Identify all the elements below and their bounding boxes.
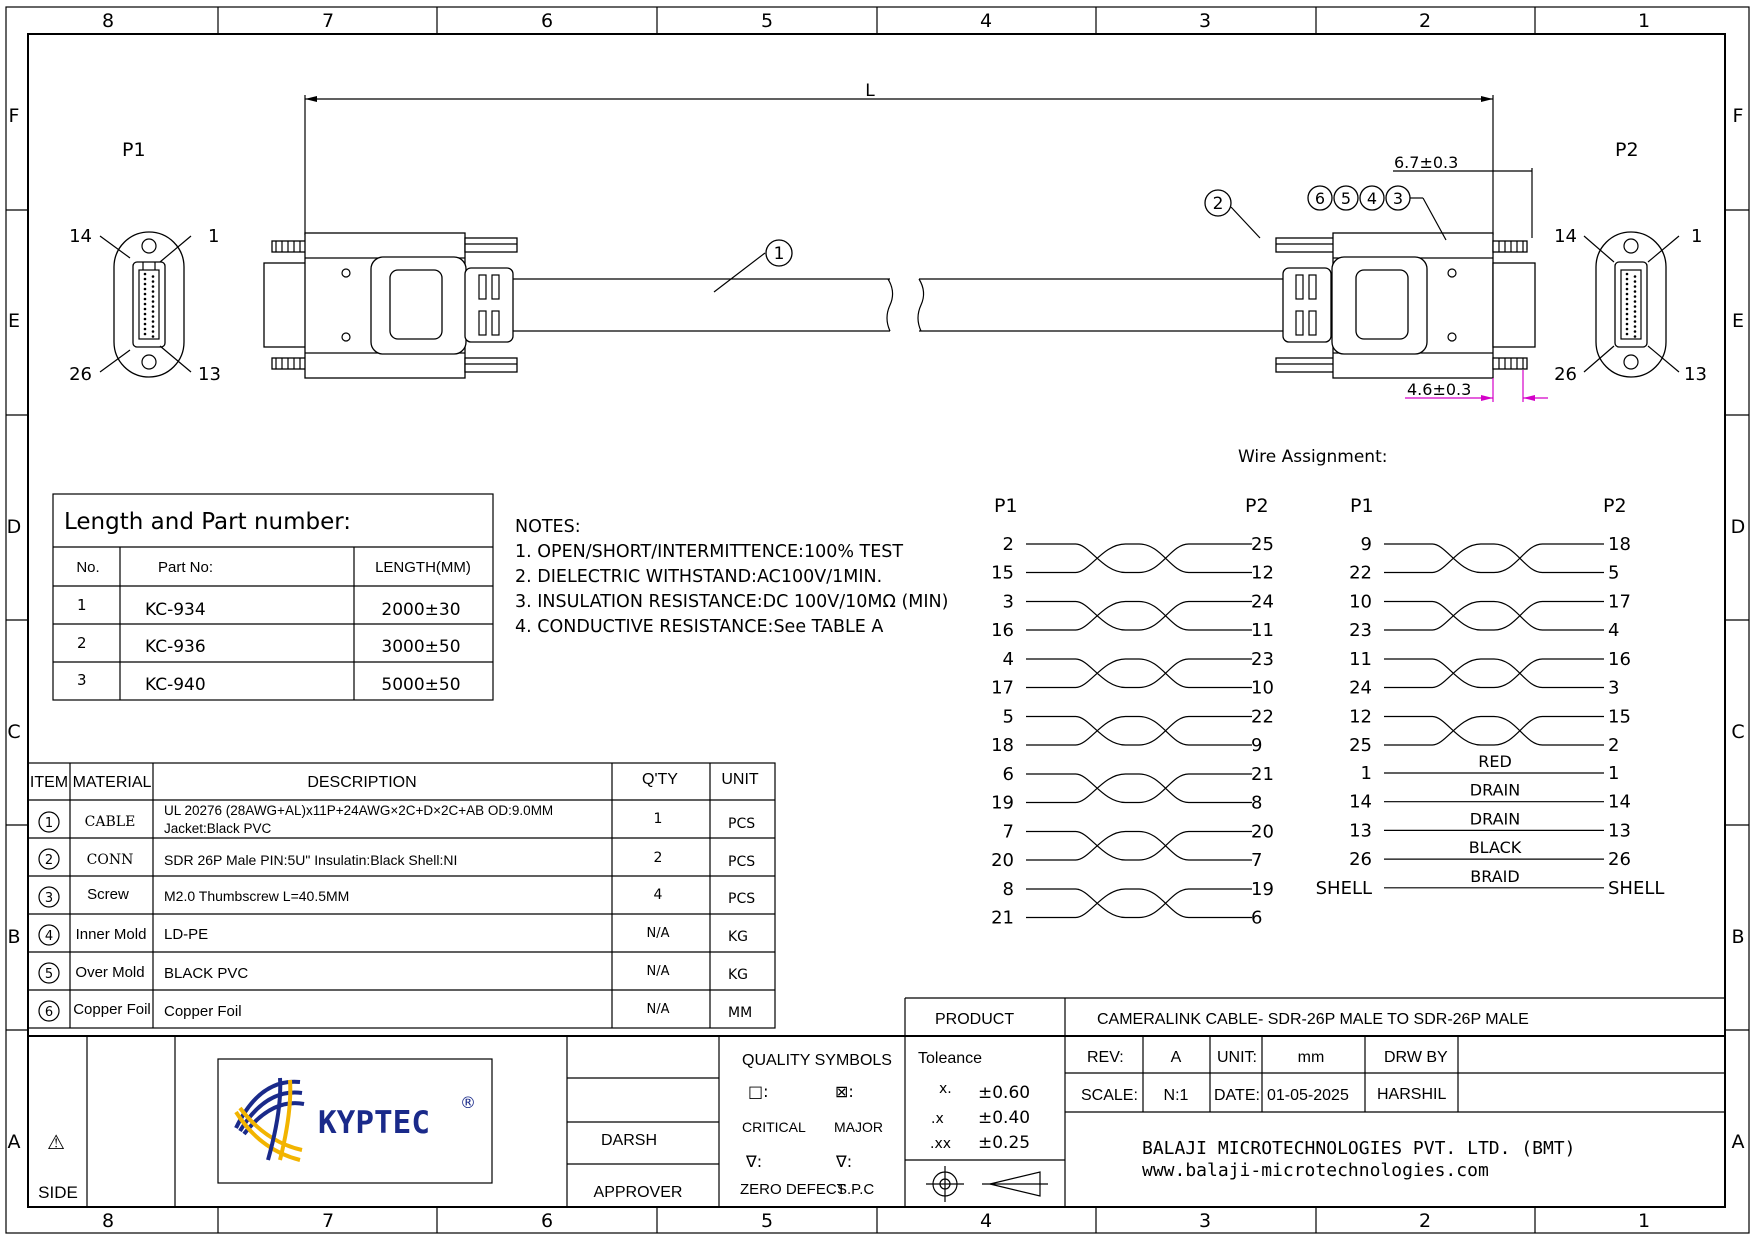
quality-title: QUALITY SYMBOLS [742,1052,892,1069]
drawn-by-name: DARSH [600,1132,658,1149]
zero-defect-label: ZERO DEFECT [740,1181,846,1198]
column-label-8-bottom: 8 [101,1210,115,1232]
column-label-3: 3 [1198,10,1212,32]
wire-color-label: DRAIN [1469,809,1521,829]
wire-right-p1-pin: 24 [1349,677,1372,699]
right-connector [1276,233,1535,378]
row-label-E-right: E [1731,310,1745,332]
kyptec-logo-text: KYPTEC [318,1105,430,1141]
p2-label: P2 [1615,139,1639,161]
wire-straight-right-label: 14 [1608,791,1631,813]
column-label-5-bottom: 5 [760,1210,774,1232]
wire-left-p1-pin: 19 [991,792,1014,814]
bom-row-5-item: 5 [44,967,54,982]
side-label: SIDE [38,1183,78,1202]
wire-right-p2-pin: 16 [1608,649,1631,670]
bom-row-3-unit: PCS [728,891,756,907]
wire-color-label: RED [1478,752,1512,771]
scale-label: SCALE: [1081,1087,1138,1104]
wire-assignment [991,447,1664,929]
p2-pin-13: 13 [1684,364,1707,385]
tolerance-block [918,1050,1048,1202]
wire-pair-right-3 [1384,659,1604,688]
p2-connector-face [1554,139,1707,385]
part-table-header-no: No. [76,559,100,576]
wire-left-p1-pin: 20 [991,850,1014,871]
company-website: www.balaji-microtechnologies.com [1142,1160,1489,1181]
p1-connector-face [69,139,221,385]
note-3: 3. INSULATION RESISTANCE:DC 100V/10MΩ (MIN) [515,592,949,612]
wire-pair-right-1 [1384,544,1604,573]
wire-right-p1-pin: 23 [1349,620,1372,641]
column-label-6: 6 [540,10,554,32]
wire-right-p1-pin: 25 [1349,735,1372,756]
wire-left-p2-pin: 10 [1251,677,1274,699]
dimension-bottom-label: 4.6±0.3 [1407,380,1472,399]
part-table-title: Length and Part number: [64,509,352,535]
wire-left-p1-pin: 8 [1002,879,1014,900]
bom-row-1-material: CABLE [84,814,136,830]
wire-right-p1-label: P1 [1350,495,1374,517]
bom-header-material: MATERIAL [72,774,152,791]
row-label-A: A [7,1131,21,1153]
wire-right-p2-pin: 15 [1608,706,1631,728]
bom-row-5-material: Over Mold [75,964,145,981]
scale-value: N:1 [1163,1087,1189,1104]
bom-row-6-item: 6 [44,1005,54,1020]
part-row-3-length: 5000±50 [381,675,461,695]
row-label-C-right: C [1731,721,1745,743]
wire-left-p1-pin: 2 [1002,534,1014,555]
bom-row-6-desc-line1: Copper Foil [164,1003,242,1020]
bom-row-4-desc-line1: LD-PE [164,926,209,943]
wire-left-p2-pin: 11 [1251,620,1274,641]
row-label-D: D [6,516,22,538]
wire-right-p2-pin: 5 [1608,562,1620,584]
row-label-C: C [7,721,21,743]
quality-symbols [740,1052,892,1198]
major-label: MAJOR [834,1119,883,1135]
critical-label: CRITICAL [742,1119,806,1135]
wire-straight-5 [1316,867,1665,899]
zero-defect-symbol-icon: ∇: [746,1152,763,1171]
part-row-1-length: 2000±30 [381,600,461,620]
wire-straight-left-label: 13 [1349,820,1372,842]
wire-straight-left-label: SHELL [1315,877,1372,899]
wire-left-p2-pin: 12 [1251,562,1274,584]
wire-pair-left-6 [1026,832,1252,861]
bom-row-3-desc-line1: M2.0 Thumbscrew L=40.5MM [164,888,350,904]
notes-title: NOTES: [515,517,581,537]
bom-row-2-qty: 2 [653,850,663,866]
wire-right-p1-pin: 10 [1349,591,1372,613]
wire-color-label: DRAIN [1469,780,1521,800]
bom-row-1-desc-line1: UL 20276 (28AWG+AL)x11P+24AWG×2C+D×2C+AB OD:9.0MM [164,803,554,818]
bom-row-4-qty: N/A [646,926,670,941]
bom-row-2-material: CONN [86,852,134,868]
row-label-F-right: F [1732,105,1744,127]
column-label-4-bottom: 4 [979,1210,993,1232]
wire-left-p1-pin: 7 [1002,821,1014,843]
p2-pin-26: 26 [1554,364,1577,385]
tolerance-val-3: ±0.25 [978,1133,1031,1153]
part-row-1-part: KC-934 [145,600,206,620]
column-label-1: 1 [1637,10,1651,32]
drawer-name: HARSHIL [1377,1086,1447,1103]
column-label-3-bottom: 3 [1198,1210,1212,1232]
row-label-E: E [7,310,21,332]
wire-right-p2-pin: 2 [1608,735,1620,756]
bom-row-1-unit: PCS [728,816,756,832]
column-label-8: 8 [101,10,115,32]
bom-header-description: DESCRIPTION [307,774,417,791]
bom-row-6-unit: MM [728,1005,753,1021]
product-label: PRODUCT [935,1011,1015,1028]
major-symbol-icon: ⊠: [835,1082,854,1101]
bom-row-1-qty: 1 [653,811,663,827]
part-row-3-part: KC-940 [145,675,206,695]
row-label-B: B [7,926,21,948]
note-2: 2. DIELECTRIC WITHSTAND:AC100V/1MIN. [515,567,883,587]
svg-text:1: 1 [773,244,785,264]
p1-pin-26: 26 [69,364,92,385]
tolerance-val-2: ±0.40 [978,1108,1031,1128]
part-row-1-no: 1 [77,596,87,614]
wire-left-p1-label: P1 [994,495,1018,517]
wire-pair-right-4 [1384,717,1604,746]
row-label-F: F [8,105,20,127]
wire-pair-left-4 [1026,717,1252,746]
bom-header-qty: Q'TY [642,771,678,788]
wire-left-p2-pin: 19 [1251,879,1274,900]
wire-straight-right-label: 26 [1608,849,1631,871]
unit-label: UNIT: [1217,1049,1257,1066]
bom-row-1-desc-line2: Jacket:Black PVC [164,821,272,836]
bill-of-materials [28,763,775,1028]
bom-row-2-desc-line1: SDR 26P Male PIN:5U" Insulatin:Black Shell:NI [164,852,458,868]
bom-header-unit: UNIT [721,771,759,788]
tolerance-key-3: .xx [930,1136,952,1152]
wire-left-p2-pin: 22 [1251,706,1274,728]
wire-right-p1-pin: 11 [1349,649,1372,670]
registered-mark: ® [460,1093,476,1112]
column-label-2: 2 [1418,10,1432,32]
note-4: 4. CONDUCTIVE RESISTANCE:See TABLE A [515,617,884,637]
p1-label: P1 [122,139,146,161]
kyptec-logo-mark-icon [236,1078,304,1160]
wire-pair-left-7 [1026,889,1252,918]
spc-label: S.P.C [837,1181,875,1198]
column-label-4: 4 [979,10,993,32]
wire-pair-left-2 [1026,602,1252,631]
wire-left-p1-pin: 21 [991,907,1014,929]
column-label-7: 7 [321,10,335,32]
dimension-top [1393,153,1532,238]
wire-left-p1-pin: 3 [1002,591,1014,613]
projection-symbol-icon [926,1166,1048,1202]
wire-straight-3 [1349,809,1631,841]
part-row-3-no: 3 [77,671,87,689]
wire-right-p2-pin: 4 [1608,620,1620,641]
column-label-5: 5 [760,10,774,32]
wire-right-p1-pin: 9 [1360,534,1372,555]
wire-pair-left-3 [1026,659,1252,688]
column-label-7-bottom: 7 [321,1210,335,1232]
column-label-2-bottom: 2 [1418,1210,1432,1232]
bom-row-1-item: 1 [44,816,54,831]
rev-label: REV: [1087,1049,1124,1066]
bom-row-5-qty: N/A [646,964,670,979]
note-1: 1. OPEN/SHORT/INTERMITTENCE:100% TEST [515,542,904,562]
bom-row-3-item: 3 [44,891,54,906]
wire-left-p1-pin: 16 [991,620,1014,641]
part-row-2-part: KC-936 [145,637,206,657]
wire-right-p2-label: P2 [1603,495,1627,517]
wire-pair-left-1 [1026,544,1252,573]
wire-left-p2-pin: 21 [1251,764,1274,785]
part-table-header-part: Part No: [158,559,214,576]
svg-text:6: 6 [1314,189,1326,208]
wire-left-p1-pin: 6 [1002,764,1014,785]
wire-straight-left-label: 26 [1349,849,1372,871]
part-row-2-no: 2 [77,634,87,652]
p2-pin-1: 1 [1691,226,1703,247]
wire-assignment-title: Wire Assignment: [1238,447,1388,467]
part-row-2-length: 3000±50 [381,637,461,657]
product-name: CAMERALINK CABLE- SDR-26P MALE TO SDR-26P MALE [1097,1011,1529,1028]
bom-row-6-qty: N/A [646,1002,670,1017]
p1-pin-14: 14 [69,226,92,247]
tolerance-label: Toleance [918,1050,983,1067]
tolerance-key-1: x. [939,1081,952,1097]
wire-right-p2-pin: 17 [1608,591,1631,613]
spc-symbol-icon: ∇: [836,1152,853,1171]
wire-left-p2-pin: 23 [1251,649,1274,670]
wire-straight-2 [1349,781,1631,813]
wire-straight-right-label: SHELL [1608,877,1665,899]
bom-row-4-unit: KG [728,929,749,945]
bom-row-4-material: Inner Mold [75,926,147,943]
cable-body [513,279,1288,331]
tolerance-val-1: ±0.60 [978,1083,1031,1103]
part-number-table [53,494,493,700]
side-warning-icon: ⚠ [47,1130,65,1154]
wire-left-p1-pin: 15 [991,562,1014,584]
notes-block [515,517,948,637]
bom-row-6-material: Copper Foil [73,1001,151,1018]
wire-left-p2-label: P2 [1245,495,1269,517]
wire-left-p2-pin: 9 [1251,735,1263,756]
wire-right-p2-pin: 18 [1608,534,1631,555]
row-label-D-right: D [1730,516,1746,538]
wire-color-label: BRAID [1470,866,1520,886]
bom-row-2-item: 2 [44,853,54,868]
p2-pin-14: 14 [1554,226,1577,247]
title-block [28,998,1725,1207]
row-label-B-right: B [1731,926,1745,948]
bom-row-4-item: 4 [44,929,54,944]
left-connector [264,233,517,378]
unit-value: mm [1297,1049,1325,1066]
wire-left-p1-pin: 17 [991,677,1014,699]
callouts-3-6 [1308,186,1446,240]
wire-left-p2-pin: 20 [1251,821,1274,843]
row-label-A-right: A [1731,1131,1745,1153]
wire-left-p2-pin: 8 [1251,792,1263,814]
bom-row-3-material: Screw [87,886,129,903]
part-table-header-length: LENGTH(MM) [375,559,471,576]
bom-row-5-unit: KG [728,967,749,983]
bom-header-item: ITEM [29,774,69,791]
column-label-1-bottom: 1 [1637,1210,1651,1232]
wire-right-p2-pin: 3 [1608,677,1620,699]
wire-straight-1 [1361,752,1620,784]
rev-value: A [1170,1049,1182,1066]
wire-straight-right-label: 1 [1608,763,1620,784]
wire-straight-left-label: 14 [1349,791,1372,813]
column-label-6-bottom: 6 [540,1210,554,1232]
wire-left-p1-pin: 4 [1002,649,1014,670]
drw-by-label: DRW BY [1384,1049,1448,1066]
wire-right-p1-pin: 22 [1349,562,1372,584]
wire-straight-right-label: 13 [1608,820,1631,842]
bom-row-5-desc-line1: BLACK PVC [164,965,249,982]
bom-row-3-qty: 4 [653,887,663,903]
wire-color-label: BLACK [1468,838,1522,858]
wire-left-p2-pin: 25 [1251,534,1274,555]
callout-1 [714,240,792,292]
wire-left-p2-pin: 24 [1251,591,1274,613]
dimension-top-label: 6.7±0.3 [1394,153,1459,172]
wire-left-p1-pin: 18 [991,735,1014,756]
wire-right-p1-pin: 12 [1349,706,1372,728]
date-value: 01-05-2025 [1267,1087,1349,1104]
p1-pin-13: 13 [198,364,221,385]
kyptec-logo [218,1059,492,1183]
wire-straight-4 [1349,838,1631,870]
company-name: BALAJI MICROTECHNOLOGIES PVT. LTD. (BMT) [1142,1138,1576,1159]
approver-label: APPROVER [593,1184,683,1201]
critical-symbol-icon: □: [748,1082,769,1101]
svg-text:2: 2 [1212,194,1224,214]
bom-row-2-unit: PCS [728,854,756,870]
wire-left-p2-pin: 6 [1251,907,1263,929]
length-dimension-label: L [865,81,875,101]
wire-left-p2-pin: 7 [1251,850,1263,871]
cable-assembly-view [69,81,1707,402]
callout-2 [1205,190,1260,238]
wire-left-p1-pin: 5 [1002,706,1014,728]
tolerance-key-2: .x [931,1111,944,1127]
svg-text:3: 3 [1392,189,1404,208]
svg-text:4: 4 [1366,189,1378,208]
wire-straight-left-label: 1 [1360,763,1372,784]
wire-pair-right-2 [1384,602,1604,631]
wire-pair-left-5 [1026,774,1252,803]
svg-text:5: 5 [1340,189,1352,208]
date-label: DATE: [1214,1087,1260,1104]
p1-pin-1: 1 [208,226,220,247]
